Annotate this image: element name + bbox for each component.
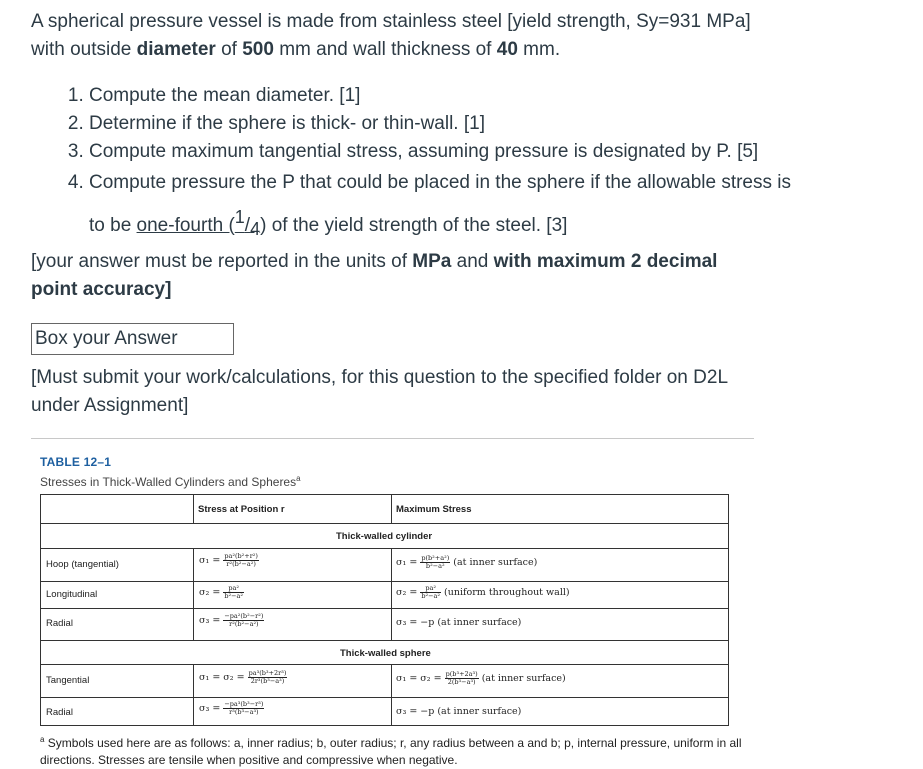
table-divider [193, 548, 194, 640]
task-list [61, 82, 809, 246]
row-label-tangential: Tangential [46, 675, 90, 686]
column-header-max: Maximum Stress [396, 504, 472, 515]
table-divider [40, 523, 729, 524]
table-divider [391, 664, 392, 726]
table-divider [40, 664, 729, 665]
formula-sph-tangential: σ₁ = σ₂ = $\frac{\text{pa³(b³+2r³)}}{\text{2r³(b³−a³)}}$ [199, 669, 287, 685]
task-item: 4. Compute pressure the P that could be placed in the sphere if the allowable stress is to be one-fourth $(^1/_4)$ of the yield strength of the steel. [3] [89, 166, 809, 246]
formula-sph-radial: σ₃ = $\frac{\text{−pa³(b³−r³)}}{\text{r³(b³−a³)}}$ [199, 700, 264, 716]
table-divider [40, 548, 729, 549]
table-divider [193, 664, 194, 726]
table-title: TABLE 12–1 [40, 455, 112, 469]
table-divider [391, 494, 392, 523]
formula-cyl-long-max: σ₂ = $\frac{\text{pa²}}{\text{b²−a²}}$ (uniform throughout wall) [396, 584, 570, 600]
one-fourth-fraction: $^1/_4$ [234, 207, 261, 239]
table-divider [40, 640, 729, 641]
section-sphere: Thick-walled sphere [340, 648, 431, 659]
row-label-radial: Radial [46, 707, 73, 718]
formula-sph-tangential-max: σ₁ = σ₂ = $\frac{\text{p(b³+2a³)}}{\text{2(b³−a³)}}$ (at inner surface) [396, 670, 566, 686]
row-label-radial: Radial [46, 618, 73, 629]
units-instruction: [your answer must be reported in the units of MPa and with maximum 2 decimal point accuracy] [31, 251, 718, 300]
intro-line1: A spherical pressure vessel is made from stainless steel [yield strength, Sy=931 MPa] [31, 11, 751, 32]
divider [31, 438, 754, 439]
formula-cyl-hoop-max: σ₁ = $\frac{\text{p(b²+a²)}}{\text{b²−a²}}$ (at inner surface) [396, 554, 538, 570]
problem-statement: A spherical pressure vessel is made from stainless steel [yield strength, Sy=931 MPa] with outside diameter of 500 mm and wall thickness of 40 mm. [31, 11, 751, 60]
row-label-hoop: Hoop (tangential) [46, 559, 119, 570]
formula-cyl-radial-max: σ₃ = −p (at inner surface) [396, 617, 522, 628]
row-label-longitudinal: Longitudinal [46, 589, 98, 600]
table-subtitle: Stresses in Thick-Walled Cylinders and Spheres$^a$ [40, 474, 301, 489]
table-divider [40, 697, 729, 698]
table-footnote: $^a$ Symbols used here are as follows: a, inner radius; b, outer radius; r, any radius between a and b; p, internal pressure, uniform in all directions. Stresses are tensile when positive and compressive when negative. [40, 735, 742, 767]
task-item: 3. Compute maximum tangential stress, assuming pressure is designated by P. [5] [89, 138, 809, 166]
table-divider [193, 494, 194, 523]
formula-sph-radial-max: σ₃ = −p (at inner surface) [396, 706, 522, 717]
task-item: 2. Determine if the sphere is thick- or thin-wall. [1] [89, 110, 809, 138]
formula-cyl-long: σ₂ = $\frac{\text{pa²}}{\text{b²−a²}}$ [199, 584, 244, 600]
table-divider [40, 608, 729, 609]
table-divider [391, 548, 392, 640]
task-item: 1. Compute the mean diameter. [1] [89, 82, 809, 110]
stress-table [40, 494, 729, 726]
column-header-position: Stress at Position r [198, 504, 285, 515]
table-divider [40, 581, 729, 582]
formula-cyl-radial: σ₃ = $\frac{\text{−pa²(b²−r²)}}{\text{r²(b²−a²)}}$ [199, 612, 264, 628]
formula-cyl-hoop: σ₁ = $\frac{\text{pa²(b²+r²)}}{\text{r²(b²−a²)}}$ [199, 552, 258, 568]
submission-instruction: [Must submit your work/calculations, for this question to the specified folder on D2L under Assignment] [31, 367, 728, 416]
section-cylinder: Thick-walled cylinder [336, 531, 433, 542]
box-your-answer: Box your Answer [31, 323, 234, 355]
